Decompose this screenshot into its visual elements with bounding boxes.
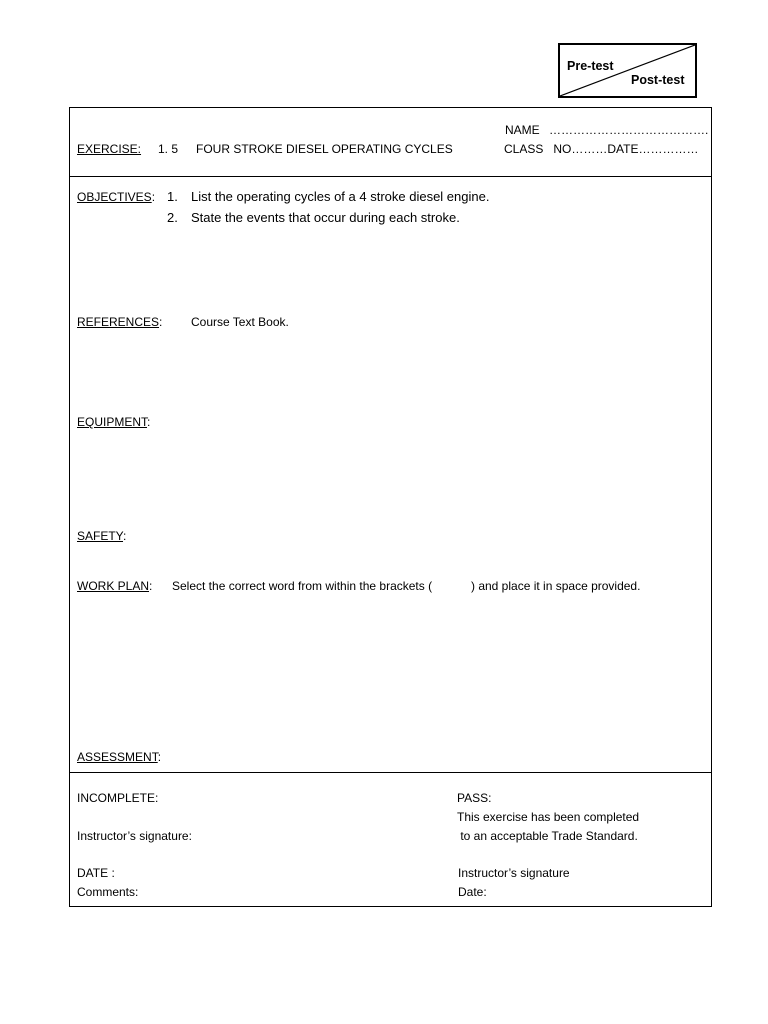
objective-text: List the operating cycles of a 4 stroke diesel engine. xyxy=(191,189,490,204)
incomplete-label: INCOMPLETE: xyxy=(77,791,159,805)
header-divider xyxy=(69,176,712,177)
objective-number: 1. xyxy=(167,189,178,204)
work-plan-label: WORK PLAN xyxy=(77,579,150,593)
exercise-number: 1. 5 xyxy=(158,142,179,156)
references-heading xyxy=(77,315,162,329)
safety-heading xyxy=(77,529,126,543)
work-plan-instruction-end: ) and place it in space provided. xyxy=(471,579,641,593)
work-plan-heading xyxy=(77,579,152,593)
objectives-label: OBJECTIVES xyxy=(77,190,152,204)
pass-label: PASS: xyxy=(457,791,492,805)
pass-instructor-signature: Instructor’s signature xyxy=(458,866,570,880)
assessment-colon: : xyxy=(157,750,162,764)
class-no-date-field[interactable]: CLASS NO………DATE…………… xyxy=(504,142,699,156)
work-plan-instruction-start: Select the correct word from within the brackets ( xyxy=(172,579,433,593)
comments-field: Comments: xyxy=(77,885,139,899)
objectives-colon: : xyxy=(151,190,156,204)
objectives-heading xyxy=(77,190,155,204)
objective-text: State the events that occur during each stroke. xyxy=(191,210,460,225)
safety-colon: : xyxy=(123,529,127,543)
pass-statement-line1: This exercise has been completed xyxy=(457,810,640,824)
equipment-colon: : xyxy=(147,415,151,429)
exercise-title: FOUR STROKE DIESEL OPERATING CYCLES xyxy=(196,142,453,156)
posttest-label: Post-test xyxy=(631,73,685,87)
pretest-posttest-box xyxy=(558,43,697,98)
equipment-heading xyxy=(77,415,150,429)
pass-statement-line2: to an acceptable Trade Standard. xyxy=(457,829,638,843)
objective-number: 2. xyxy=(167,210,178,225)
assessment-label: ASSESSMENT xyxy=(77,750,158,764)
safety-label: SAFETY xyxy=(77,529,124,543)
pass-date: Date: xyxy=(458,885,487,899)
assessment-heading xyxy=(77,750,161,764)
pretest-label: Pre-test xyxy=(567,59,614,73)
exercise-form xyxy=(69,107,712,907)
exercise-label: EXERCISE: xyxy=(77,142,142,156)
equipment-label: EQUIPMENT xyxy=(77,415,148,429)
references-colon: : xyxy=(159,315,163,329)
date-field: DATE : xyxy=(77,866,115,880)
references-value: Course Text Book. xyxy=(191,315,289,329)
name-field[interactable]: …………………………………. xyxy=(549,123,709,137)
footer-divider xyxy=(69,772,712,773)
instructor-signature-field: Instructor’s signature: xyxy=(77,829,192,843)
name-label: NAME xyxy=(505,123,540,137)
references-label: REFERENCES xyxy=(77,315,160,329)
work-plan-colon: : xyxy=(149,579,153,593)
